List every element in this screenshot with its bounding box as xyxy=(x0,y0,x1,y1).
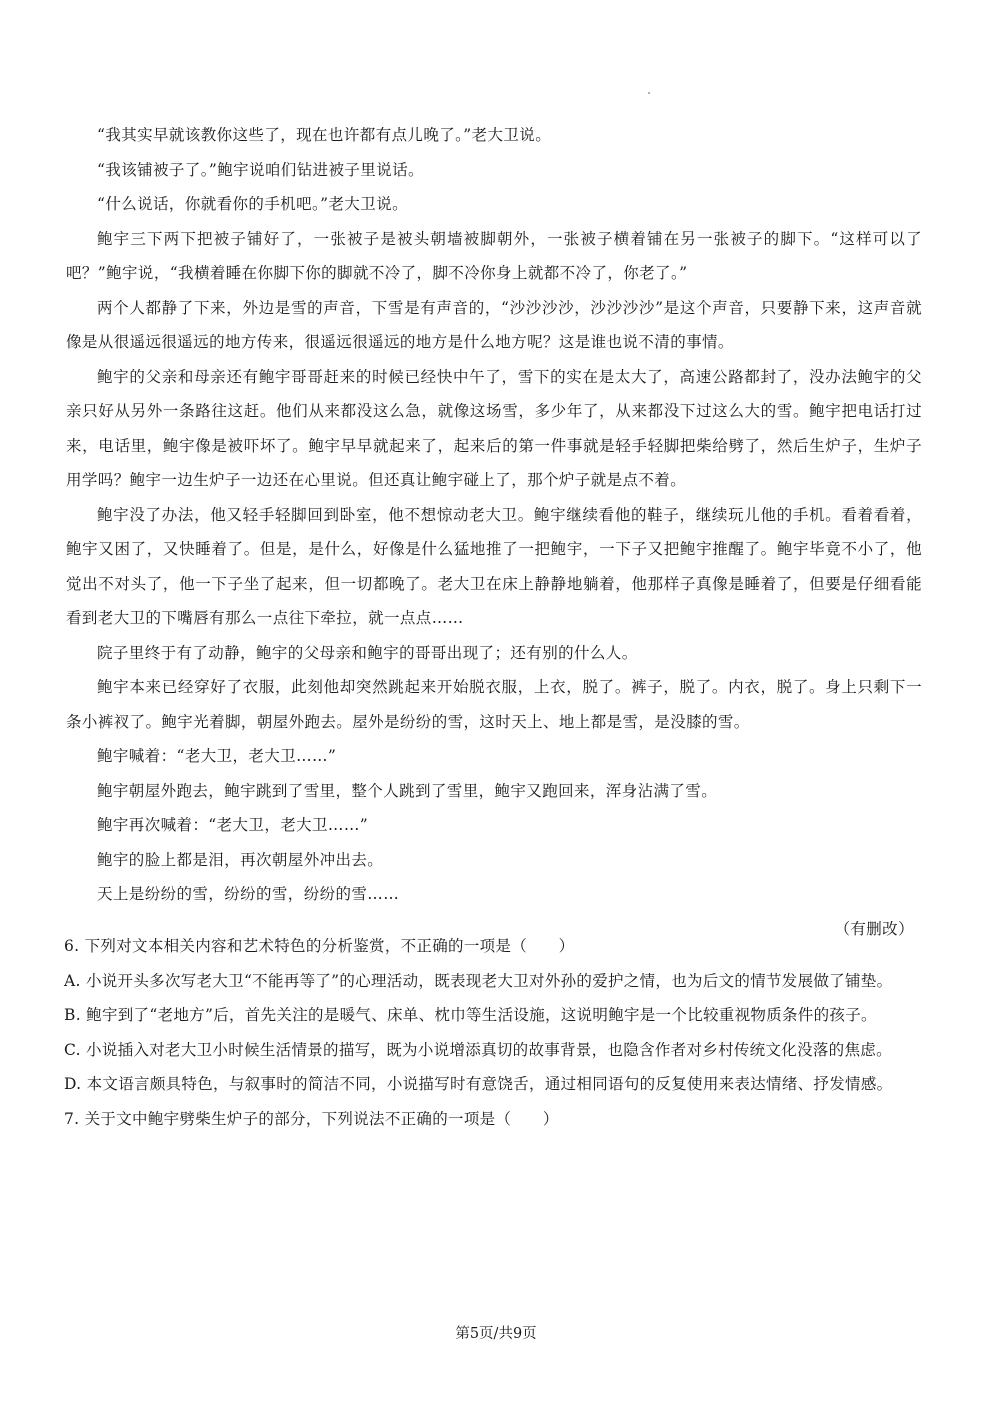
passage-paragraph: 鲍宇的父亲和母亲还有鲍宇哥哥赶来的时候已经快中午了，雪下的实在是太大了，高速公路都封了，没办法鲍宇的父亲只好从另外一条路往这赶。他们从来都没这么急，就像这场雪，多少年了，从来都没下过这么大的雪。鲍宇把电话打过来，电话里，鲍宇像是被吓坏了。鲍宇早早就起来了，起来后的第一件事就是轻手轻脚把柴给劈了，然后生炉子，生炉子用学吗？鲍宇一边生炉子一边还在心里说。但还真让鲍宇碰上了，那个炉子就是点不着。 xyxy=(66,367,922,489)
passage-paragraph: “我其实早就该教你这些了，现在也许都有点儿晚了。”老大卫说。 xyxy=(97,126,552,144)
reading-passage xyxy=(66,118,922,946)
question-6-stem: 6. 下列对文本相关内容和艺术特色的分析鉴赏，不正确的一项是（ ） xyxy=(64,937,575,955)
question-7-stem: 7. 关于文中鲍宇劈柴生炉子的部分，下列说法不正确的一项是（ ） xyxy=(64,1109,559,1128)
source-note: （有删改） xyxy=(834,919,914,938)
passage-paragraph: 鲍宇三下两下把被子铺好了，一张被子是被头朝墙被脚朝外，一张被子横着铺在另一张被子的脚下。“这样可以了吧？”鲍宇说，“我横着睡在你脚下你的脚就不冷了，脚不冷你身上就都不冷了，你老了。” xyxy=(66,229,922,282)
passage-paragraph: 鲍宇的脸上都是泪，再次朝屋外冲出去。 xyxy=(97,850,384,869)
question-6-option-c: C. 小说插入对老大卫小时候生活情景的描写，既为小说增添真切的故事背景，也隐含作者对乡村传统文化没落的焦虑。 xyxy=(64,1040,892,1059)
passage-paragraph: 鲍宇喊着：“老大卫，老大卫……” xyxy=(97,747,337,765)
question-6-option-d: D. 本文语言颇具特色，与叙事时的简洁不同，小说描写时有意饶舌，通过相同语句的反复使用来表达情绪、抒发情感。 xyxy=(64,1075,893,1093)
passage-paragraph: 鲍宇没了办法，他又轻手轻脚回到卧室，他不想惊动老大卫。鲍宇继续看他的鞋子，继续玩儿他的手机。看着看着，鲍宇又困了，又快睡着了。但是，是什么，好像是什么猛地推了一把鲍宇，一下子又把鲍宇推醒了。鲍宇毕竟不小了，他觉出不对头了，他一下子坐了起来，但一切都晚了。老大卫在床上静静地躺着，他那样子真像是睡着了，但要是仔细看能看到老大卫的下嘴唇有那么一点往下牵拉，就一点点…… xyxy=(66,505,922,627)
passage-paragraph: 鲍宇朝屋外跑去，鲍宇跳到了雪里，整个人跳到了雪里，鲍宇又跑回来，浑身沾满了雪。 xyxy=(97,781,718,800)
page-number: 第5页/共9页 xyxy=(455,1326,537,1342)
passage-paragraph: 天上是纷纷的雪，纷纷的雪，纷纷的雪…… xyxy=(97,885,400,903)
passage-paragraph: 两个人都静了下来，外边是雪的声音，下雪是有声音的，“沙沙沙沙，沙沙沙沙”是这个声音，只要静下来，这声音就像是从很遥远很遥远的地方传来，很遥远很遥远的地方是什么地方呢？这是谁也说不清的事情。 xyxy=(66,298,922,351)
passage-paragraph: “什么说话，你就看你的手机吧。”老大卫说。 xyxy=(97,195,408,213)
question-section xyxy=(64,929,922,1136)
passage-paragraph: 院子里终于有了动静，鲍宇的父母亲和鲍宇的哥哥出现了；还有别的什么人。 xyxy=(97,643,638,662)
passage-paragraph: “我该铺被子了。”鲍宇说咱们钻进被子里说话。 xyxy=(97,160,424,179)
passage-paragraph: 鲍宇本来已经穿好了衣服，此刻他却突然跳起来开始脱衣服，上衣，脱了。裤子，脱了。内衣，脱了。身上只剩下一条小裤衩了。鲍宇光着脚，朝屋外跑去。屋外是纷纷的雪，这时天上、地上都是雪，是没膝的雪。 xyxy=(66,678,922,731)
passage-paragraph: 鲍宇再次喊着：“老大卫，老大卫……” xyxy=(97,816,369,834)
question-6-option-b: B. 鲍宇到了“老地方”后，首先关注的是暖气、床单、枕巾等生活设施，这说明鲍宇是一个比较重视物质条件的孩子。 xyxy=(64,1006,877,1024)
scan-speck xyxy=(648,92,650,94)
question-6-option-a: A. 小说开头多次写老大卫“不能再等了”的心理活动，既表现老大卫对外孙的爱护之情，也为后文的情节发展做了铺垫。 xyxy=(64,971,893,990)
